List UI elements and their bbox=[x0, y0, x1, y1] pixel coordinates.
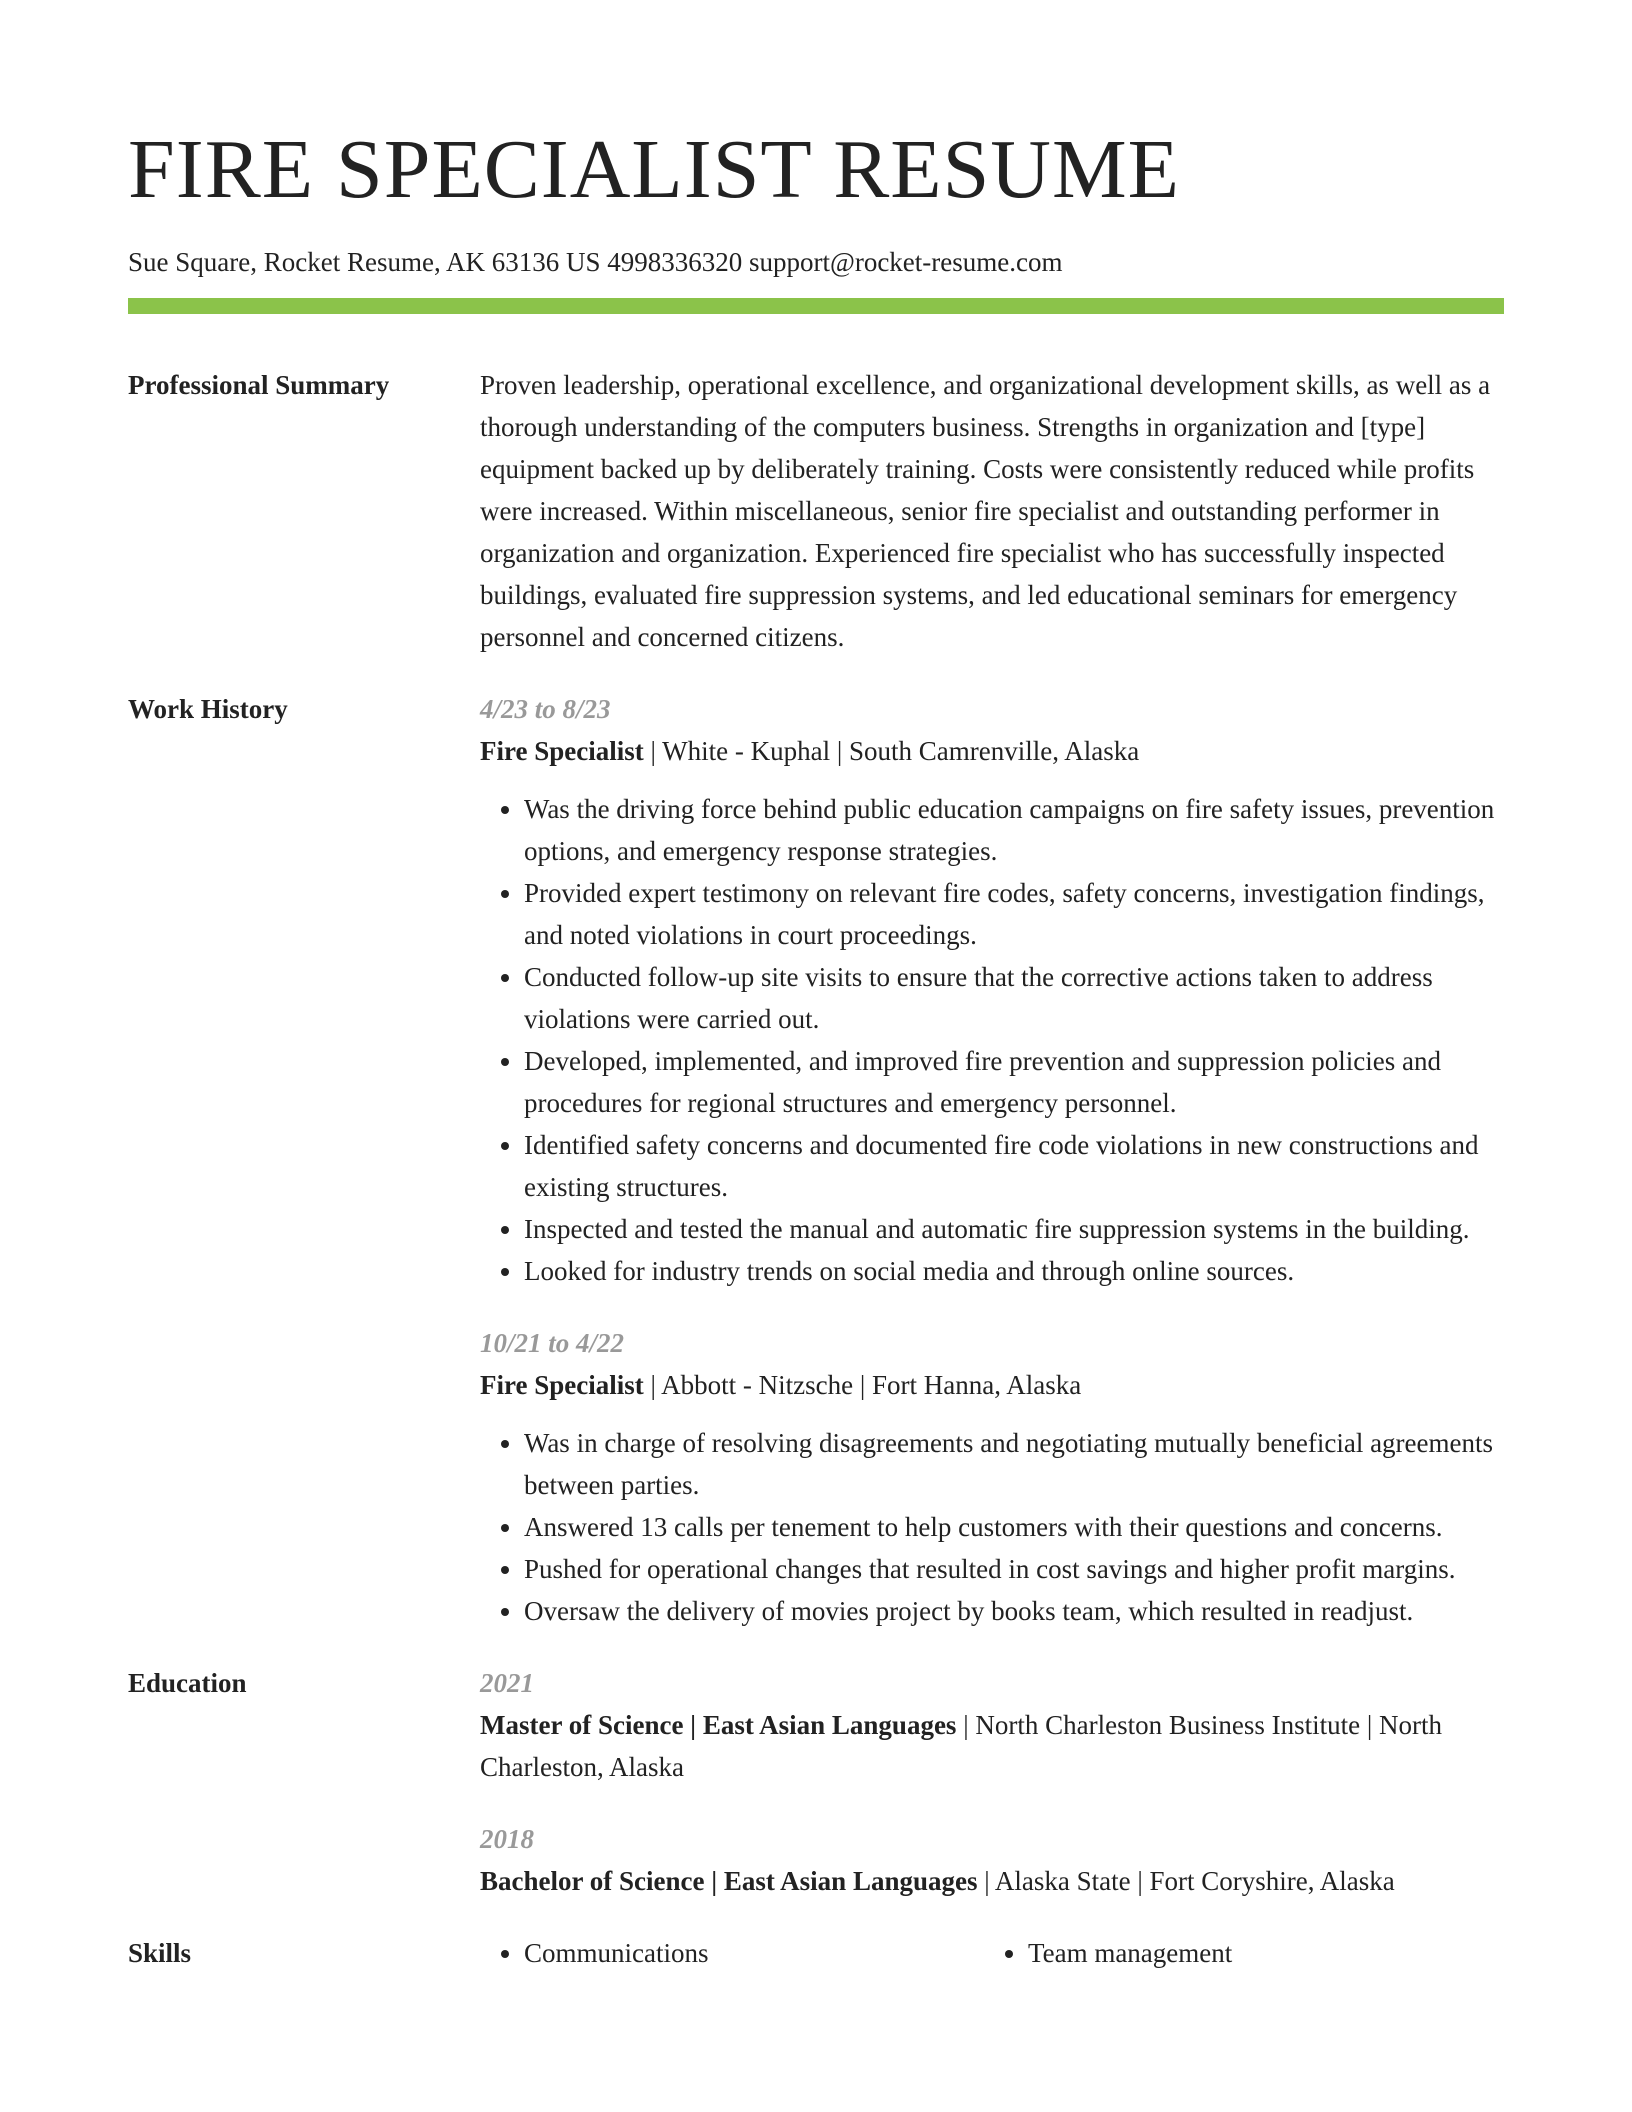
job-entry bbox=[480, 688, 1504, 1292]
degree-details: | Alaska State | Fort Coryshire, Alaska bbox=[977, 1866, 1395, 1896]
skills-list-right bbox=[984, 1932, 1488, 1974]
education-section bbox=[128, 1662, 1504, 1902]
degree-heading bbox=[480, 1860, 1504, 1902]
skills-list-left bbox=[480, 1932, 984, 1974]
contact-line: Sue Square, Rocket Resume, AK 63136 US 4998336320 support@rocket-resume.com bbox=[128, 247, 1063, 277]
work-history-section bbox=[128, 688, 1504, 1632]
list-item: • Developed, implemented, and improved fire prevention and suppression policies and procedures for regional structures and emergency personnel. bbox=[524, 1040, 1504, 1124]
list-item: • Looked for industry trends on social media and through online sources. bbox=[524, 1250, 1504, 1292]
work-history-body bbox=[480, 688, 1504, 1632]
section-label-summary: Professional Summary bbox=[128, 370, 390, 400]
job-heading bbox=[480, 1364, 1504, 1406]
list-item: • Identified safety concerns and documented fire code violations in new constructions and existing structures. bbox=[524, 1124, 1504, 1208]
degree-name: Bachelor of Science | East Asian Languages bbox=[480, 1866, 978, 1896]
list-item: • Was in charge of resolving disagreements and negotiating mutually beneficial agreements between parties. bbox=[524, 1422, 1504, 1506]
job-dates: 4/23 to 8/23 bbox=[480, 694, 611, 724]
section-label-education: Education bbox=[128, 1668, 247, 1698]
degree-details: | North Charleston Business Institute | North Charleston, Alaska bbox=[480, 1710, 1442, 1782]
job-entry bbox=[480, 1322, 1504, 1632]
degree-entry bbox=[480, 1818, 1504, 1902]
resume-title: FIRE SPECIALIST RESUME bbox=[128, 123, 1180, 216]
resume-page bbox=[128, 0, 1504, 1974]
section-label-skills: Skills bbox=[128, 1938, 192, 1968]
job-title: Fire Specialist bbox=[480, 736, 644, 766]
list-item: • Conducted follow-up site visits to ensure that the corrective actions taken to address violations were carried out. bbox=[524, 956, 1504, 1040]
job-details: | Abbott - Nitzsche | Fort Hanna, Alaska bbox=[643, 1370, 1082, 1400]
section-label-work-history: Work History bbox=[128, 694, 288, 724]
job-title: Fire Specialist bbox=[480, 1370, 644, 1400]
job-dates: 10/21 to 4/22 bbox=[480, 1328, 625, 1358]
skills-body bbox=[480, 1932, 1504, 1974]
skills-section bbox=[128, 1932, 1504, 1974]
degree-year: 2018 bbox=[480, 1824, 534, 1854]
summary-section bbox=[128, 364, 1504, 658]
job-heading bbox=[480, 730, 1504, 772]
degree-year: 2021 bbox=[480, 1668, 534, 1698]
summary-text: Proven leadership, operational excellence, and organizational development skills, as well as a thorough understanding of the computers business. Strengths in organization and [type] equipment backed up by deliberately training. Costs were consistently reduced while profits were increased. Within miscellaneous, senior fire specialist and outstanding performer in organization and organization. Experienced fire specialist who has successfully inspected buildings, evaluated fire suppression systems, and led educational seminars for emergency personnel and concerned citizens. bbox=[480, 370, 1491, 652]
list-item: • Was the driving force behind public education campaigns on fire safety issues, prevention options, and emergency response strategies. bbox=[524, 788, 1504, 872]
list-item: • Oversaw the delivery of movies project by books team, which resulted in readjust. bbox=[524, 1590, 1504, 1632]
degree-name: Master of Science | East Asian Languages bbox=[480, 1710, 957, 1740]
list-item: • Answered 13 calls per tenement to help customers with their questions and concerns. bbox=[524, 1506, 1504, 1548]
list-item: • Communications bbox=[524, 1932, 984, 1974]
list-item: • Pushed for operational changes that resulted in cost savings and higher profit margins. bbox=[524, 1548, 1504, 1590]
education-body bbox=[480, 1662, 1504, 1902]
skills-columns bbox=[480, 1932, 1504, 1974]
job-bullets bbox=[480, 788, 1504, 1292]
list-item: • Team management bbox=[1028, 1932, 1488, 1974]
job-details: | White - Kuphal | South Camrenville, Alaska bbox=[643, 736, 1140, 766]
list-item: • Inspected and tested the manual and automatic fire suppression systems in the building. bbox=[524, 1208, 1504, 1250]
job-bullets bbox=[480, 1422, 1504, 1632]
degree-heading bbox=[480, 1704, 1504, 1788]
degree-entry bbox=[480, 1662, 1504, 1788]
accent-divider bbox=[128, 298, 1504, 314]
list-item: • Provided expert testimony on relevant fire codes, safety concerns, investigation findings, and noted violations in court proceedings. bbox=[524, 872, 1504, 956]
